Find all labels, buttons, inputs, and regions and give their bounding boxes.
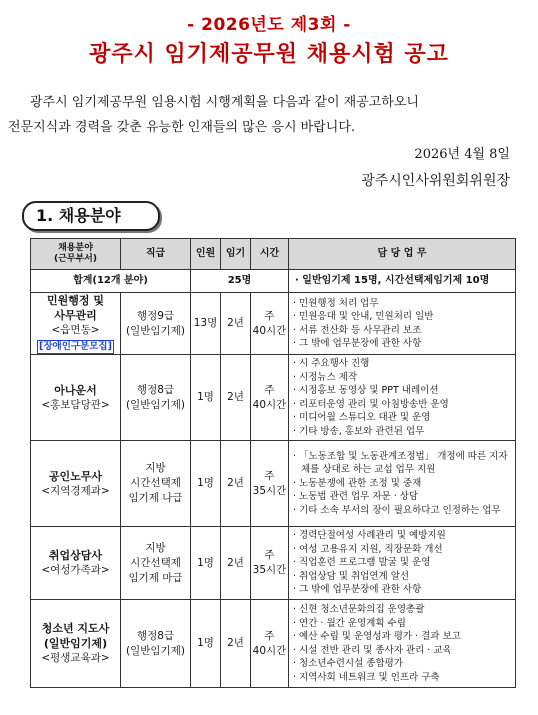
duty-item: · 미디어월 스튜디오 대관 및 운영: [293, 412, 431, 423]
issuer-signature: 광주시인사위원회위원장: [361, 173, 510, 189]
table-row: [31, 527, 516, 600]
grade-cell: [121, 527, 191, 600]
duty-item: · 시정홍보 동영상 및 PPT 내레이션: [293, 385, 439, 396]
notice-round-subtitle: - 2026년도 제3회 -: [187, 15, 351, 35]
hours-line: 40시간: [252, 644, 287, 657]
duty-item: · 노동법 관련 업무 자문 · 상담: [293, 491, 419, 503]
term-cell: 2년: [221, 600, 251, 688]
notice-date: 2026년 4월 8일: [414, 147, 510, 162]
total-description: · 일반임기제 15명, 시간선택제임기제 10명: [289, 270, 516, 293]
table-row: [31, 600, 516, 688]
hours-line: 35시간: [252, 564, 287, 576]
field-department: <읍면동>: [51, 324, 100, 336]
field-name: 청소년 지도사: [41, 622, 110, 635]
field-department: <홍보담당관>: [41, 398, 110, 411]
grade-cell: [121, 355, 191, 441]
grade-line: (일반임기제): [126, 644, 185, 657]
table-row: [31, 293, 516, 355]
field-department: <평생교육과>: [41, 652, 110, 664]
table-header-row: [31, 239, 516, 270]
duties-cell: [289, 441, 516, 527]
field-cell: [31, 293, 121, 355]
header-count: 인원: [191, 239, 221, 270]
duty-item: · 서류 전산화 등 사무관리 보조: [293, 324, 422, 336]
intro-paragraph: [8, 90, 534, 140]
duty-item: · 기타 방송, 홍보와 관련된 업무: [293, 425, 425, 437]
grade-line: 임기제 마급: [128, 571, 183, 584]
duty-item: · 시정뉴스 제작: [293, 371, 358, 383]
total-count: 25명: [191, 270, 289, 293]
hours-cell: [251, 293, 289, 355]
duty-item: · 취업상담 및 취업연계 알선: [293, 570, 410, 582]
duty-item: · 민원행정 처리 업무: [293, 297, 379, 309]
duty-item: · 시 주요행사 진행: [293, 358, 370, 369]
hours-cell: [251, 527, 289, 600]
header-term: 임기: [221, 239, 251, 270]
grade-line: 행정8급: [136, 629, 175, 642]
intro-line-1: 광주시 임기제공무원 임용시험 시행계획을 다음과 같이 재공고하오니: [30, 95, 419, 110]
duty-item: · 「노동조합 및 노동관계조정법」 개정에 따른 지자체를 상대로 하는 교섭 업무 지원: [293, 450, 508, 476]
grade-line: 임기제 나급: [128, 492, 183, 504]
total-label: 합계(12개 분야): [31, 270, 191, 293]
count-cell: 1명: [191, 600, 221, 688]
field-cell: [31, 600, 121, 688]
field-name: 민원행정 및: [47, 294, 104, 307]
recruitment-table: [30, 238, 516, 688]
header-field-line1: 채용분야: [58, 243, 93, 253]
count-cell: 13명: [191, 293, 221, 355]
duty-item: · 기타 소속 부서의 장이 필요하다고 인정하는 업무: [293, 504, 501, 516]
duty-item: · 그 밖에 업무분장에 관한 사항: [293, 584, 422, 596]
duties-cell: [289, 355, 516, 441]
duty-item: · 여성 고용유지 지원, 직장문화 개선: [293, 543, 443, 555]
grade-line: 시간선택제: [130, 556, 181, 569]
field-name-line2: 사무관리: [54, 309, 97, 322]
duties-cell: [289, 527, 516, 600]
duties-cell: [289, 600, 516, 688]
term-cell: 2년: [221, 527, 251, 600]
intro-line-2: 전문지식과 경력을 갖춘 유능한 인재들의 많은 응시 바랍니다.: [8, 120, 356, 135]
field-department: <여성가족과>: [41, 564, 110, 576]
header-field-line2: (근무부서): [53, 254, 97, 264]
duty-item: · 그 밖에 업무분장에 관한 사항: [293, 338, 422, 349]
field-cell: [31, 441, 121, 527]
count-cell: 1명: [191, 355, 221, 441]
field-department: <지역경제과>: [41, 484, 110, 497]
field-name-line2: (일반임기제): [43, 637, 108, 650]
hours-line: 주: [264, 629, 275, 642]
duty-item: · 연간 · 월간 운영계획 수립: [293, 617, 406, 629]
duty-item: · 시설 전반 관리 및 종사자 관리 · 교육: [293, 644, 452, 656]
hours-cell: [251, 355, 289, 441]
duty-item: · 노동분쟁에 관한 조정 및 중재: [293, 477, 422, 489]
table-row: [31, 441, 516, 527]
grade-cell: [121, 293, 191, 355]
duties-cell: [289, 293, 516, 355]
hours-line: 주: [264, 383, 275, 396]
grade-line: 지방: [145, 541, 166, 554]
header-grade: 직급: [121, 239, 191, 270]
header-duties: 담 당 업 무: [289, 239, 516, 270]
grade-line: 행정8급: [136, 383, 175, 396]
section-heading-recruitment-fields: 1. 채용분야: [22, 201, 160, 231]
duty-item: · 신현 청소년문화의집 운영총괄: [293, 604, 425, 615]
hours-cell: [251, 441, 289, 527]
grade-line: 지방: [145, 462, 166, 474]
hours-line: 주: [264, 469, 275, 482]
special-recruitment-tag: [장애인구분모집]: [39, 341, 112, 352]
duty-item: · 경력단절여성 사례관리 및 예방지원: [293, 530, 446, 542]
duty-item: · 지역사회 네트워크 및 인프라 구축: [293, 671, 440, 683]
field-cell: [31, 527, 121, 600]
term-cell: 2년: [221, 441, 251, 527]
header-field: [31, 239, 121, 270]
duty-item: · 민원응대 및 안내, 민원처리 일반: [293, 311, 434, 322]
hours-line: 주: [264, 309, 275, 322]
field-cell: [31, 355, 121, 441]
grade-line: 시간선택제: [130, 477, 181, 489]
total-row: [31, 270, 516, 293]
notice-title: 광주시 임기제공무원 채용시험 공고: [89, 42, 449, 67]
grade-cell: [121, 441, 191, 527]
grade-line: 행정9급: [136, 309, 175, 322]
grade-line: (일반임기제): [126, 398, 185, 411]
duty-item: · 리포터운영 관리 및 아침방송반 운영: [293, 398, 449, 410]
count-cell: 1명: [191, 441, 221, 527]
hours-line: 40시간: [252, 398, 287, 411]
hours-cell: [251, 600, 289, 688]
table-row: [31, 355, 516, 441]
hours-line: 35시간: [252, 484, 287, 497]
count-cell: 1명: [191, 527, 221, 600]
term-cell: 2년: [221, 293, 251, 355]
hours-line: 주: [264, 549, 275, 561]
field-name: 취업상담사: [48, 549, 103, 562]
term-cell: 2년: [221, 355, 251, 441]
field-name: 공인노무사: [48, 469, 103, 483]
grade-line: (일반임기제): [126, 324, 185, 337]
duty-item: · 예산 수립 및 운영성과 평가 · 결과 보고: [293, 631, 461, 642]
duty-item: · 청소년수련시설 종합평가: [293, 658, 404, 669]
field-name: 아나운서: [54, 383, 97, 397]
hours-line: 40시간: [252, 324, 287, 337]
duty-item: · 직업훈련 프로그램 발굴 및 운영: [293, 557, 431, 569]
grade-cell: [121, 600, 191, 688]
header-hours: 시간: [251, 239, 289, 270]
